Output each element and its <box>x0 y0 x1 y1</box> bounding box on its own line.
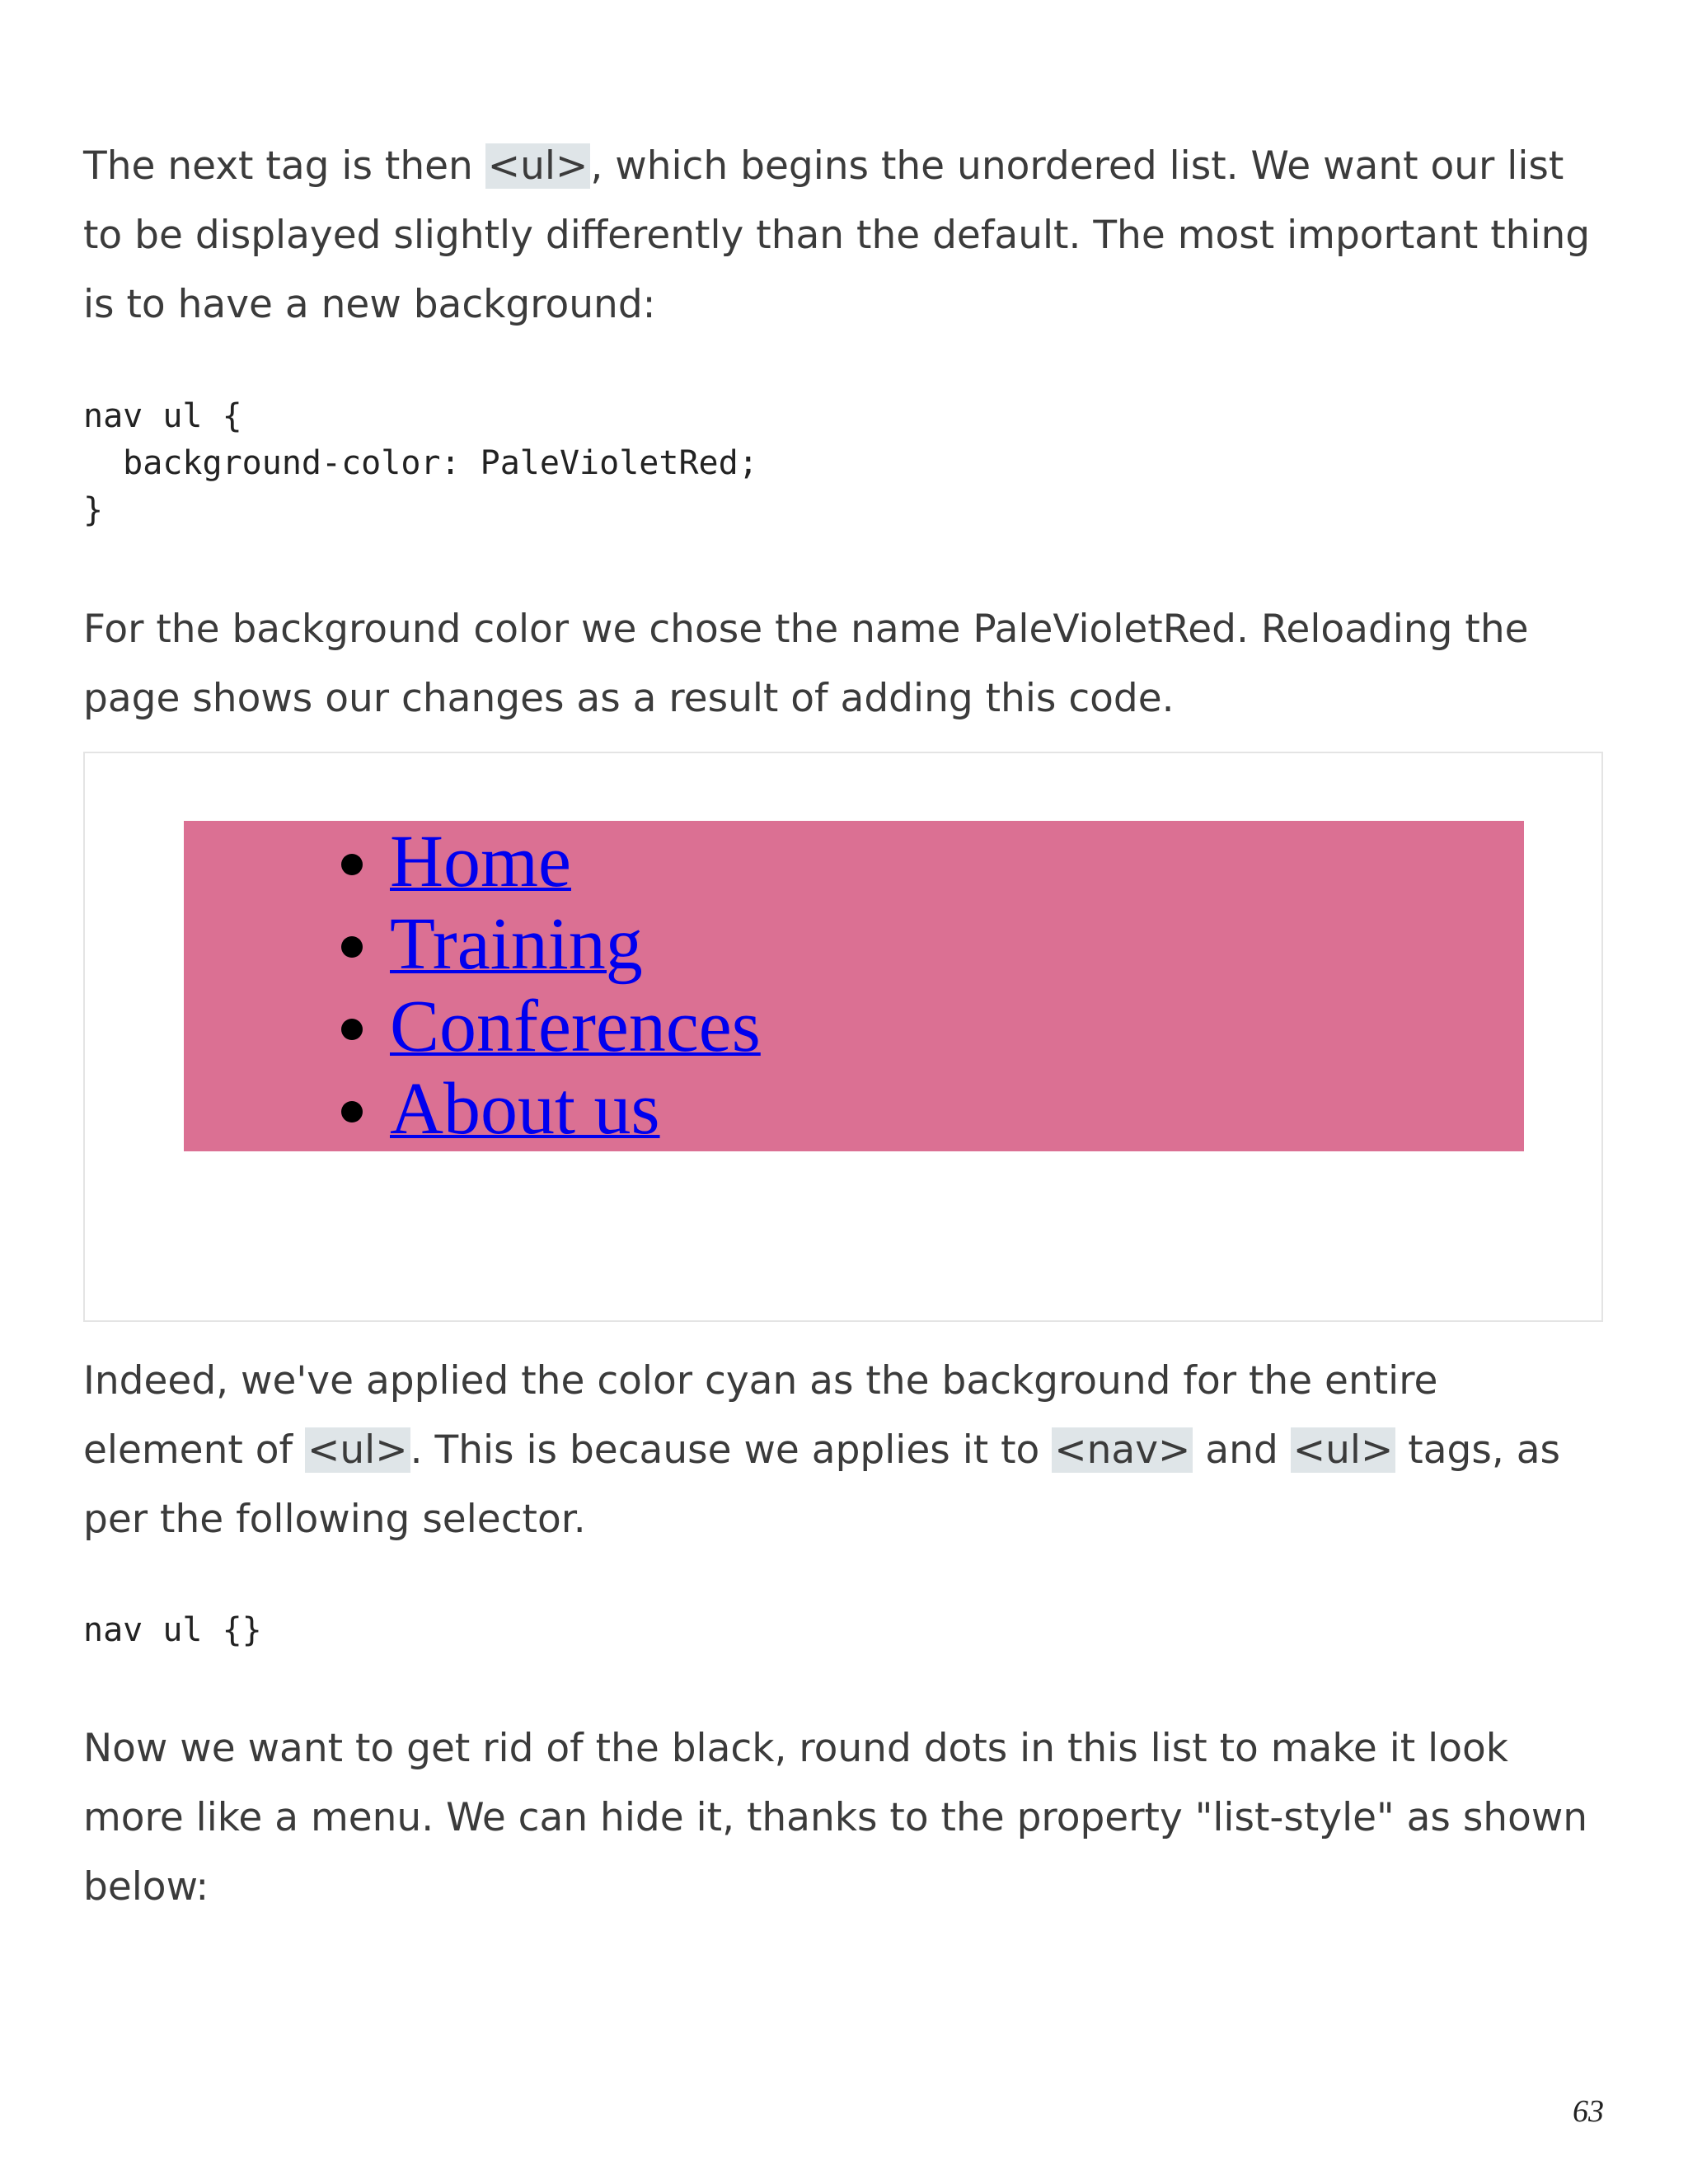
text: The next tag is then <box>83 143 485 189</box>
code-block-nav-ul-background: nav ul { background-color: PaleVioletRed; } <box>83 397 758 529</box>
paragraph-list-style: Now we want to get rid of the black, round dots in this list to make it look more like a menu. We can hide it, thanks to the property "list-style" as shown below: <box>83 1726 1588 1910</box>
nav-link-conferences[interactable]: Conferences <box>390 986 761 1067</box>
inline-code-nav: <nav> <box>1052 1427 1193 1473</box>
paragraph-ul-intro <box>83 132 1605 340</box>
rendered-example-frame <box>83 752 1603 1322</box>
nav-link-home[interactable]: Home <box>390 821 571 902</box>
text: tags, as per the following selector. <box>83 1427 1561 1542</box>
inline-code-ul: <ul> <box>305 1427 410 1473</box>
text: . This is because we applies it to <box>410 1427 1053 1473</box>
text: , which begins the unordered list. We want our list to be displayed slightly differently than the default. The most important thing is to have a new background: <box>83 143 1591 327</box>
list-item <box>390 1068 1524 1151</box>
paragraph-background-color: For the background color we chose the name PaleVioletRed. Reloading the page shows our changes as a result of adding this code. <box>83 607 1529 721</box>
text: Indeed, we've applied the color cyan as the background for the entire element of <box>83 1358 1438 1473</box>
paragraph-cyan-explanation <box>83 1347 1605 1554</box>
list-item <box>390 903 1524 986</box>
rendered-nav-list-background <box>184 821 1524 1151</box>
code-block-nav-ul-selector: nav ul {} <box>83 1611 262 1649</box>
inline-code-ul: <ul> <box>485 143 591 189</box>
list-item <box>390 986 1524 1068</box>
nav-link-about-us[interactable]: About us <box>390 1068 660 1150</box>
text: and <box>1193 1427 1291 1473</box>
list-item <box>390 821 1524 903</box>
inline-code-ul: <ul> <box>1291 1427 1396 1473</box>
nav-link-training[interactable]: Training <box>390 903 643 985</box>
page-number: 63 <box>1573 2094 1604 2129</box>
rendered-nav-list <box>184 821 1524 1151</box>
